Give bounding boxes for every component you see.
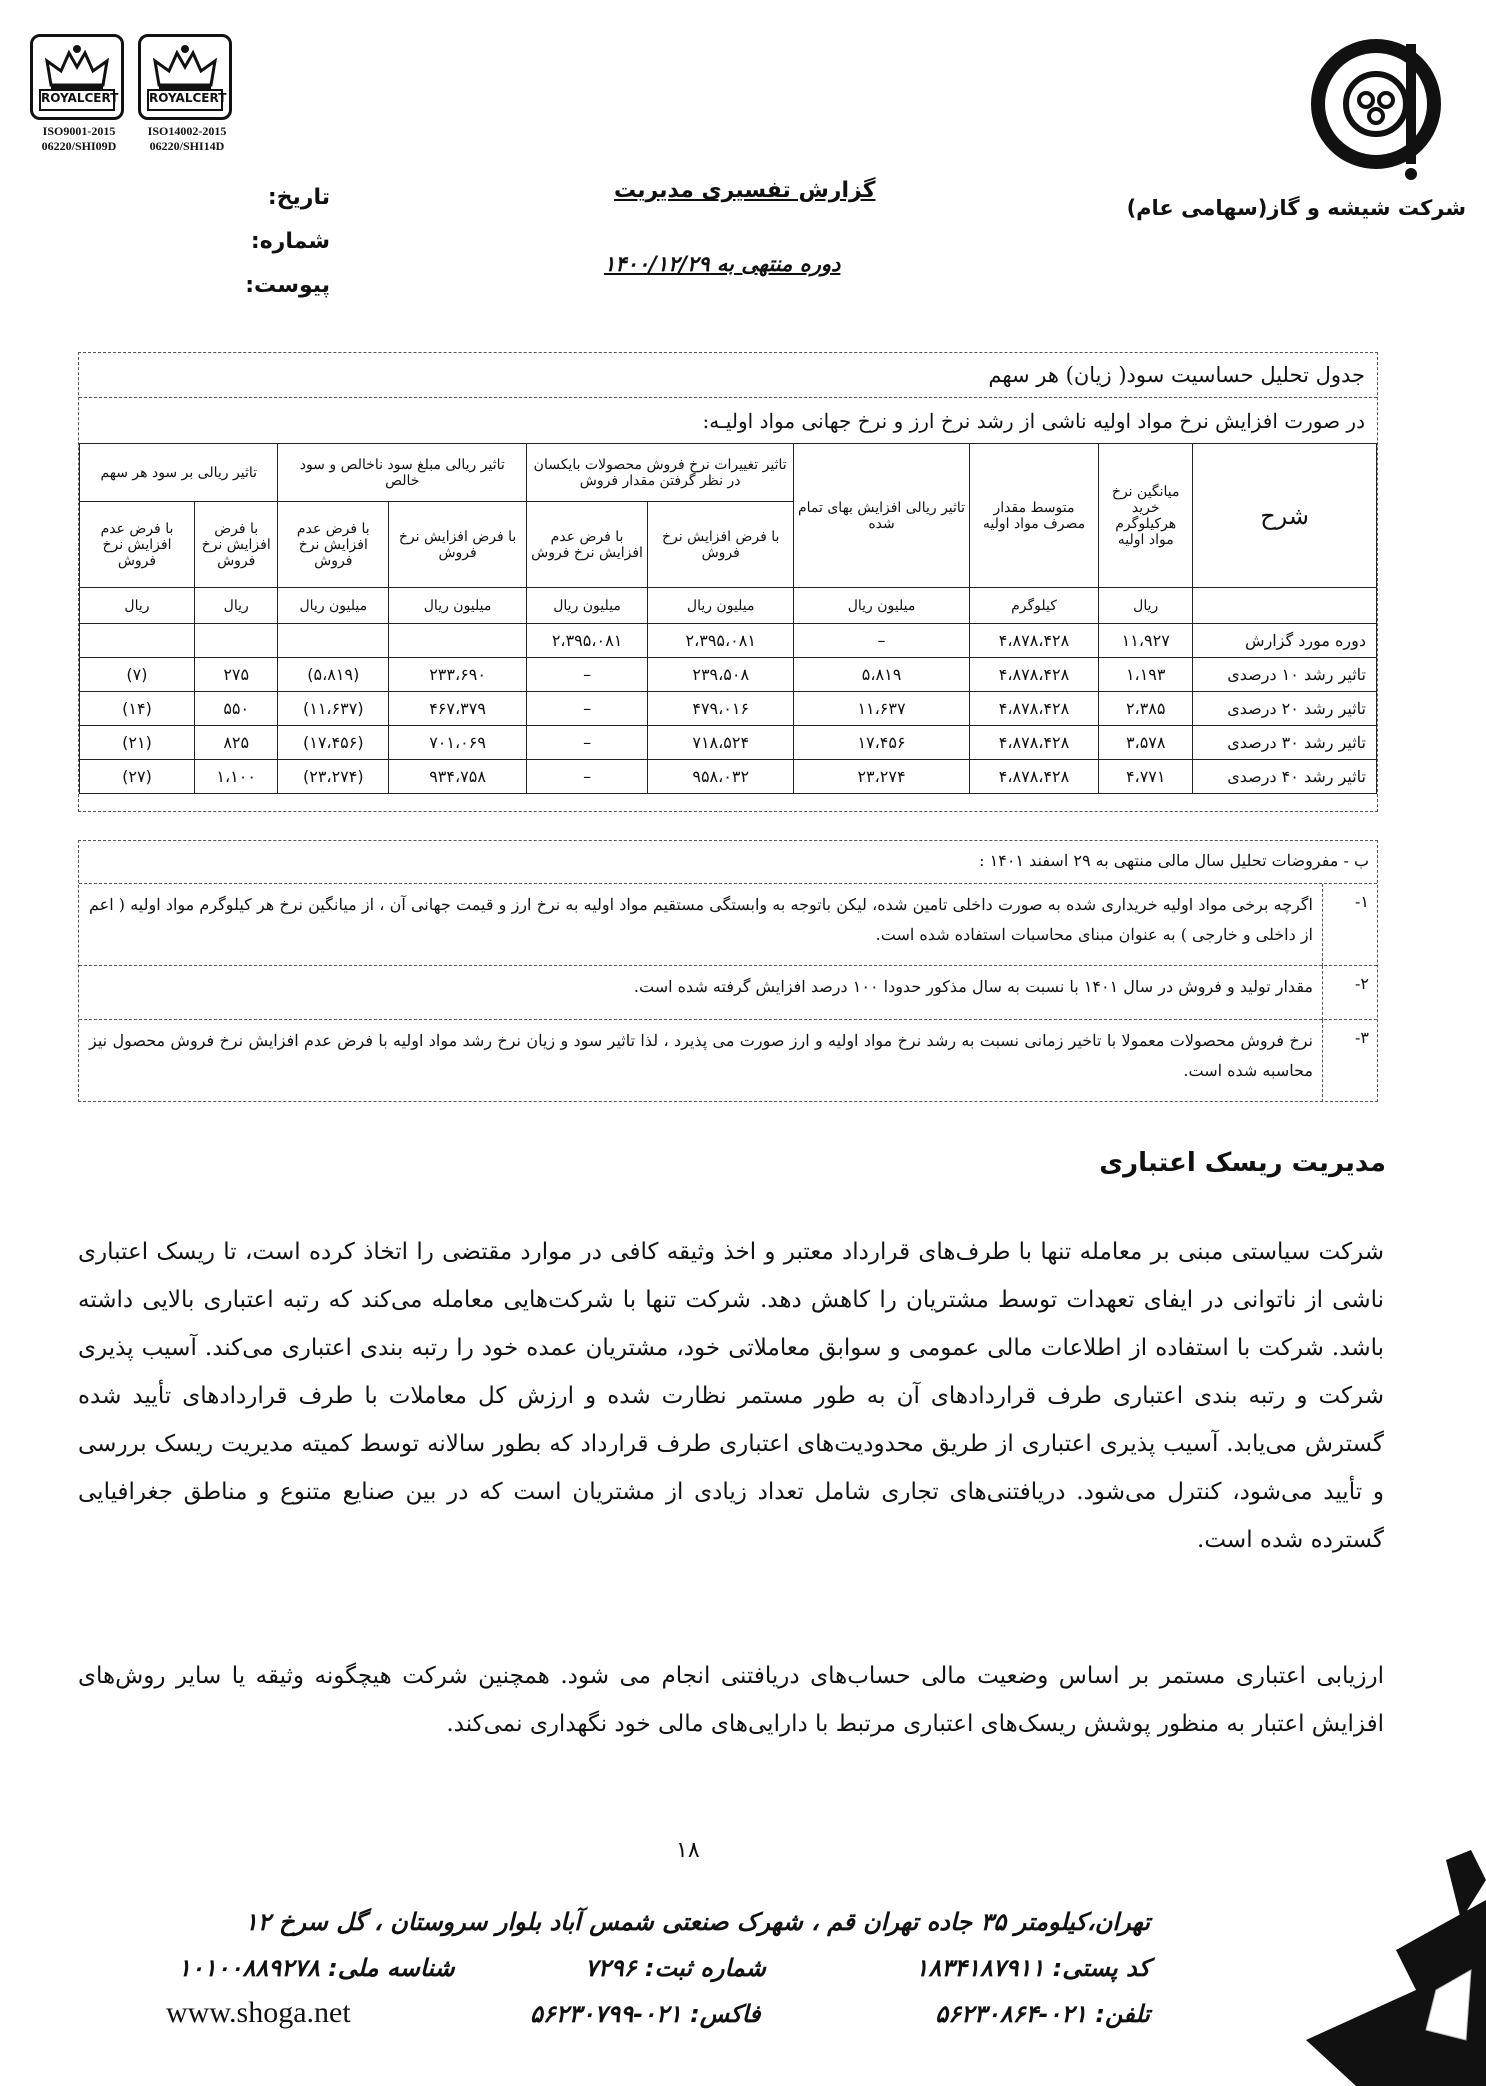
assumption-item: [79, 965, 1377, 1020]
sensitivity-note: در صورت افزایش نرخ مواد اولیه ناشی از رشد نرخ ارز و نرخ جهانی مواد اولیـه:: [702, 409, 1365, 433]
cell: (۲۷): [80, 760, 195, 794]
unit-cell: کیلوگرم: [969, 588, 1098, 624]
cell: ۴،۸۷۸،۴۲۸: [969, 726, 1098, 760]
header-profit-without: با فرض عدم افزایش نرخ فروش: [278, 502, 389, 588]
company-logo-icon: [1306, 34, 1446, 184]
cell: [80, 624, 195, 658]
cell: ۱۱،۶۳۷: [794, 692, 969, 726]
certification-badges: [30, 34, 245, 154]
report-title: گزارش تفسیری مدیریت: [614, 178, 876, 203]
divider: [1322, 1020, 1323, 1102]
assumption-number: ۱-: [1355, 892, 1369, 911]
cell: ۷۰۱،۰۶۹: [389, 726, 527, 760]
cert-band: ROYALCERT: [39, 89, 115, 111]
attachment-label: پیوست:: [245, 273, 330, 298]
cell: ۸۲۵: [194, 726, 278, 760]
divider: [79, 397, 1377, 398]
cell: (۱۴): [80, 692, 195, 726]
number-label: شماره:: [250, 229, 330, 254]
header-eps-with: با فرض افزایش نرخ فروش: [194, 502, 278, 588]
cell: ۵،۸۱۹: [794, 658, 969, 692]
row-label: تاثیر رشد ۳۰ درصدی: [1193, 726, 1377, 760]
cell: ۴۷۹،۰۱۶: [648, 692, 794, 726]
cert-line1: ISO14002-2015: [147, 124, 227, 138]
header-cost-effect: تاثیر ریالی افزایش بهای تمام شده: [794, 444, 969, 588]
cell: ۴،۸۷۸،۴۲۸: [969, 760, 1098, 794]
header-eps-group: تاثیر ریالی بر سود هر سهم: [80, 444, 278, 502]
cell: –: [527, 658, 648, 692]
cell: (۱۷،۴۵۶): [278, 726, 389, 760]
unit-cell: ریال: [1099, 588, 1193, 624]
unit-cell: میلیون ریال: [794, 588, 969, 624]
cell: ۹۳۴،۷۵۸: [389, 760, 527, 794]
cell: ۲۷۵: [194, 658, 278, 692]
footer-address: تهران،کیلومتر ۳۵ جاده تهران قم ، شهرک صنعتی شمس آباد بلوار سروستان ، گل سرخ ۱۲: [244, 1908, 1150, 1936]
cell: ۲،۳۹۵،۰۸۱: [648, 624, 794, 658]
date-label: تاریخ:: [267, 185, 330, 210]
page-number: ۱۸: [676, 1838, 700, 1863]
footer-phone: تلفن: ۰۲۱-۵۶۲۳۰۸۶۴: [935, 2000, 1150, 2028]
footer-registration: شماره ثبت: ۷۲۹۶: [585, 1954, 766, 1982]
footer-postal-code: کد پستی: ۱۸۳۴۱۸۷۹۱۱: [915, 1954, 1150, 1982]
cert-line2: 06220/SHI09D: [41, 139, 117, 153]
section-heading: مدیریت ریسک اعتباری: [1099, 1148, 1386, 1178]
cell: (۵،۸۱۹): [278, 658, 389, 692]
header-avg-qty: متوسط مقدار مصرف مواد اولیه: [969, 444, 1098, 588]
company-name: شرکت شیشه و گاز(سهامی عام): [1126, 196, 1466, 220]
cell: ۱،۱۹۳: [1099, 658, 1193, 692]
header-sales-group: تاثیر تغییرات نرخ فروش محصولات بایکسان در نظر گرفتن مقدار فروش: [527, 444, 794, 502]
iso9001-badge: [30, 34, 128, 154]
footer-fax: فاکس: ۰۲۱-۵۶۲۳۰۷۹۹: [530, 2000, 761, 2028]
header-desc: شرح: [1193, 444, 1377, 588]
assumption-text: اگرچه برخی مواد اولیه خریداری شده به صورت داخلی تامین شده، لیکن باتوجه به وابستگی مستقیم مواد اولیه به نرخ ارز و قیمت جهانی آن ، از میانگین نرخ هر کیلوگرم مواد اولیه ( اعم از داخلی و خارجی ) به عنوان مبنای محاسبات استفاده شده است.: [89, 895, 1313, 944]
cell: –: [527, 692, 648, 726]
units-desc: [1193, 588, 1377, 624]
cert-band: ROYALCERT: [147, 89, 223, 111]
cell: ۴،۸۷۸،۴۲۸: [969, 692, 1098, 726]
header-avg-price: میانگین نرخ خرید هرکیلوگرم مواد اولیه: [1099, 444, 1193, 588]
corner-decoration-icon: [1296, 1840, 1486, 2086]
assumption-number: ۳-: [1355, 1028, 1369, 1047]
assumptions-section: [78, 840, 1378, 1102]
footer-website: www.shoga.net: [166, 1996, 351, 2029]
cell: ۴،۸۷۸،۴۲۸: [969, 624, 1098, 658]
cell: (۲۳،۲۷۴): [278, 760, 389, 794]
cell: –: [794, 624, 969, 658]
footer-national-id: شناسه ملی: ۱۰۱۰۰۸۸۹۲۷۸: [178, 1954, 455, 1982]
cell: ۴،۸۷۸،۴۲۸: [969, 658, 1098, 692]
cell: ۱۷،۴۵۶: [794, 726, 969, 760]
table-row: [80, 760, 1377, 794]
cell: ۷۱۸،۵۲۴: [648, 726, 794, 760]
cell: (۷): [80, 658, 195, 692]
cell: –: [527, 726, 648, 760]
assumption-number: ۲-: [1355, 974, 1369, 993]
table-row: [80, 726, 1377, 760]
unit-cell: میلیون ریال: [389, 588, 527, 624]
cell: ۲۳۹،۵۰۸: [648, 658, 794, 692]
cell: ۴،۷۷۱: [1099, 760, 1193, 794]
cell: –: [527, 760, 648, 794]
cell: (۲۱): [80, 726, 195, 760]
assumptions-heading: ب - مفروضات تحلیل سال مالی منتهی به ۲۹ اسفند ۱۴۰۱ :: [979, 851, 1369, 870]
cert-line2: 06220/SHI14D: [149, 139, 225, 153]
sensitivity-section: [78, 352, 1378, 812]
unit-cell: ریال: [194, 588, 278, 624]
sensitivity-title: جدول تحلیل حساسیت سود( زیان) هر سهم: [988, 363, 1365, 387]
sensitivity-table: [79, 443, 1377, 794]
report-period: دوره منتهی به ۱۴۰۰/۱۲/۲۹: [604, 252, 841, 276]
document-meta: [238, 176, 330, 308]
table-row: [80, 658, 1377, 692]
assumption-item: [79, 1019, 1377, 1102]
cell: ۵۵۰: [194, 692, 278, 726]
cell: (۱۱،۶۳۷): [278, 692, 389, 726]
cell: ۲۳۳،۶۹۰: [389, 658, 527, 692]
cell: ۲،۳۹۵،۰۸۱: [527, 624, 648, 658]
cell: [194, 624, 278, 658]
divider: [1322, 966, 1323, 1020]
unit-cell: میلیون ریال: [648, 588, 794, 624]
row-label: تاثیر رشد ۴۰ درصدی: [1193, 760, 1377, 794]
cell: ۲۳،۲۷۴: [794, 760, 969, 794]
header-sales-with: با فرض افزایش نرخ فروش: [648, 502, 794, 588]
cell: ۳،۵۷۸: [1099, 726, 1193, 760]
units-row: [80, 588, 1377, 624]
assumption-item: [79, 883, 1377, 966]
table-row: [80, 624, 1377, 658]
cell: ۹۵۸،۰۳۲: [648, 760, 794, 794]
iso14002-badge: [138, 34, 236, 154]
row-label: تاثیر رشد ۲۰ درصدی: [1193, 692, 1377, 726]
cert-line1: ISO9001-2015: [42, 124, 116, 138]
header-profit-group: تاثیر ریالی مبلغ سود ناخالص و سود خالص: [278, 444, 527, 502]
cell: ۱،۱۰۰: [194, 760, 278, 794]
row-label: دوره مورد گزارش: [1193, 624, 1377, 658]
cell: ۴۶۷،۳۷۹: [389, 692, 527, 726]
cell: [389, 624, 527, 658]
paragraph: ارزیابی اعتباری مستمر بر اساس وضعیت مالی حساب‌های دریافتنی انجام می شود. همچنین شرکت هیچگونه وثیقه یا سایر روش‌های افزایش اعتبار به منظور پوشش ریسک‌های اعتباری مرتبط با دارایی‌های مالی خود نگهداری نمی‌کند.: [78, 1663, 1384, 1737]
unit-cell: میلیون ریال: [278, 588, 389, 624]
unit-cell: ریال: [80, 588, 195, 624]
cell: [278, 624, 389, 658]
cell: ۲،۳۸۵: [1099, 692, 1193, 726]
header-sales-without: با فرض عدم افزایش نرخ فروش: [527, 502, 648, 588]
header-eps-without: با فرض عدم افزایش نرخ فروش: [80, 502, 195, 588]
header-profit-with: با فرض افزایش نرخ فروش: [389, 502, 527, 588]
divider: [1322, 884, 1323, 966]
assumption-text: نرخ فروش محصولات معمولا با تاخیر زمانی نسبت به رشد نرخ مواد اولیه و ارز صورت می پذیرد ، لذا تاثیر سود و زیان نرخ رشد مواد اولیه با فرض عدم افزایش نرخ فروش محصول نیز محاسبه شده است.: [89, 1031, 1313, 1080]
unit-cell: میلیون ریال: [527, 588, 648, 624]
row-label: تاثیر رشد ۱۰ درصدی: [1193, 658, 1377, 692]
assumption-text: مقدار تولید و فروش در سال ۱۴۰۱ با نسبت به سال مذکور حدودا ۱۰۰ درصد افزایش گرفته شده است.: [633, 977, 1313, 996]
table-row: [80, 692, 1377, 726]
paragraph: شرکت سیاستی مبنی بر معامله تنها با طرف‌های قرارداد معتبر و اخذ وثیقه کافی در موارد مقتضی را اتخاذ کرده است، تا ریسک اعتباری ناشی از ناتوانی در ایفای تعهدات توسط مشتریان را کاهش دهد. شرکت تنها با شرکت‌هایی معامله می‌کند که رتبه اعتباری بالایی داشته باشد. شرکت با استفاده از اطلاعات مالی عمومی و سوابق معاملاتی خود، مشتریان عمده خود را رتبه بندی اعتباری می‌کند. آسیب پذیری شرکت و رتبه بندی اعتباری طرف قراردادهای آن به طور مستمر نظارت شده و ارزش کل معاملات با طرف قراردادهای تأیید شده گسترش می‌یابد. آسیب پذیری اعتباری از طریق محدودیت‌های اعتباری طرف قرارداد که بطور سالانه توسط کمیته مدیریت ریسک بررسی و تأیید می‌شود، کنترل می‌شود. دریافتنی‌های تجاری شامل تعداد زیادی از مشتریان است که در بین صنایع متنوع و مناطق جغرافیایی گسترده شده است.: [78, 1239, 1384, 1553]
cell: ۱۱،۹۲۷: [1099, 624, 1193, 658]
